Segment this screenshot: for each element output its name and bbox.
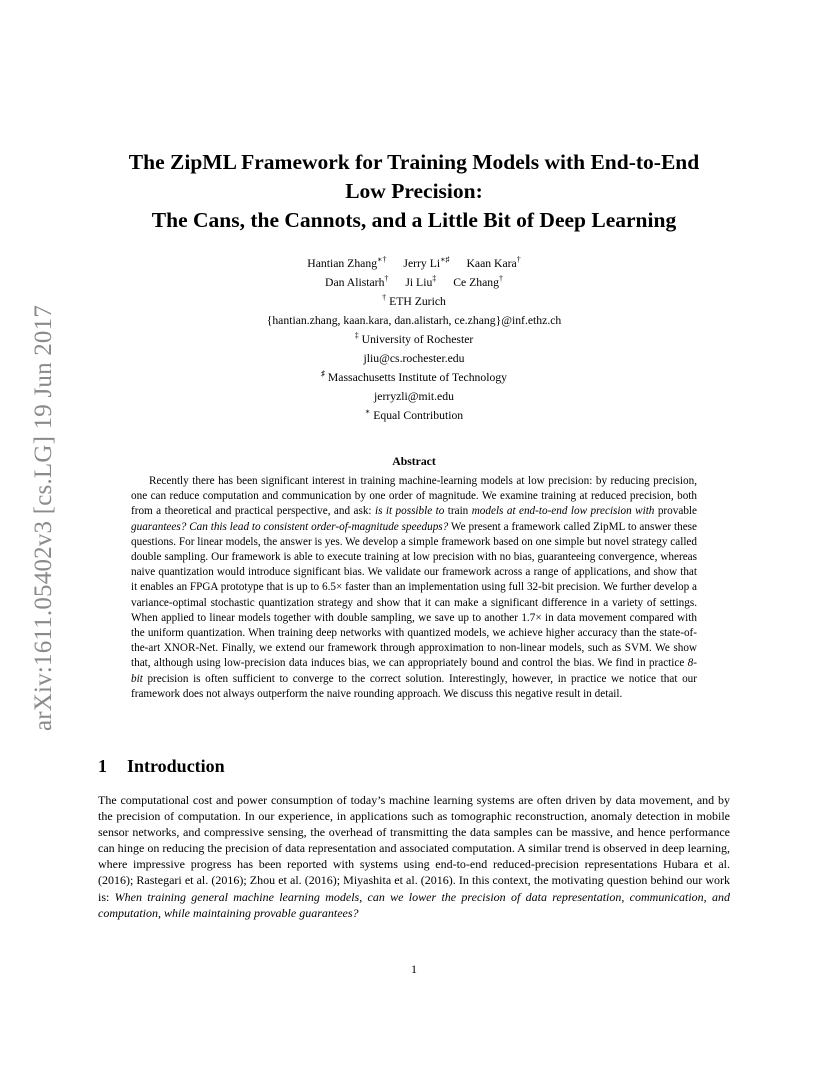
affiliation-mark: ∗	[364, 407, 371, 416]
affiliation-name: University of Rochester	[361, 333, 474, 346]
intro-paragraph	[98, 792, 730, 921]
section-title: Introduction	[127, 756, 225, 776]
abstract-text: provable	[654, 505, 697, 518]
author-name: Hantian Zhang	[307, 257, 378, 270]
title-line-1: The ZipML Framework for Training Models with End-to-End	[128, 150, 700, 174]
intro-emphasis: When training general machine learning models, can we lower the precision of data representation, communication, and computation, while maintaining provable guarantees?	[98, 889, 730, 920]
equal-contribution-text: Equal Contribution	[373, 409, 464, 422]
paper-title	[98, 148, 730, 235]
author-name: Dan Alistarh	[325, 276, 385, 289]
abstract-text: precision is often sufficient to converge to the correct solution. Interestingly, however, in practice we notice that our framework does not always outperform the naive rounding approach. We discuss this negative result in detail.	[131, 672, 697, 700]
email-eth: {hantian.zhang, kaan.kara, dan.alistarh, ce.zhang}@inf.ethz.ch	[266, 314, 562, 327]
affiliation-mark: ‡	[354, 331, 359, 340]
section-number: 1	[98, 756, 107, 776]
section-heading	[98, 756, 225, 777]
author-name: Ce Zhang	[453, 276, 499, 289]
equal-contribution-note	[98, 406, 730, 425]
title-line-2: Low Precision:	[345, 179, 483, 203]
affiliation-mark: ♯	[320, 369, 325, 378]
affiliation-name: ETH Zurich	[389, 295, 446, 308]
abstract-emphasis: guarantees? Can this lead to consistent order-of-magnitude speedups?	[131, 520, 449, 533]
author-mark: ∗†	[377, 255, 387, 264]
abstract-text: Recently there has been significant interest in training machine-learning models at low precision: by reducing precision, one can reduce computation and communication by one order of magnitude. We examine training at reduced precision, both from a theoretical and practical perspective, and ask:	[131, 475, 697, 518]
abstract-text: train	[444, 505, 472, 518]
abstract-text: We present a framework called ZipML to answer these questions. For linear models, the answer is yes. We develop a simple framework based on one simple but novel strategy called double sampling. Our framework is able to execute training at low precision with no bias, guaranteeing convergence, whereas naive quantization would introduce significant bias. We validate our framework across a range of applications, and show that it enables an FPGA prototype that is up to 6.5× faster than an implementation using full 32-bit precision. We further develop a variance-optimal stochastic quantization strategy and show that it can make a significant difference in a variety of settings. When applied to linear models together with double sampling, we save up to another 1.7× in data movement compared with the uniform quantization. When training deep networks with quantized models, we achieve higher accuracy than the state-of-the-art XNOR-Net. Finally, we extend our framework through approximation to non-linear models, such as SVM. We show that, although using low-precision data induces bias, we can appropriately bound and control the bias. We find in practice	[131, 520, 697, 670]
email-mit: jerryzli@mit.edu	[374, 390, 454, 403]
author-row-1	[98, 254, 730, 273]
affiliation-name: Massachusetts Institute of Technology	[327, 371, 508, 384]
affiliation-mark: †	[382, 293, 387, 302]
abstract-body	[131, 474, 697, 702]
abstract-heading: Abstract	[392, 455, 436, 468]
title-line-3: The Cans, the Cannots, and a Little Bit of Deep Learning	[151, 208, 677, 232]
author-mark: †	[384, 274, 389, 283]
affiliation-eth	[98, 292, 730, 311]
author-name: Jerry Li	[403, 257, 441, 270]
intro-text: The computational cost and power consumption of today’s machine learning systems are often driven by data movement, and by the precision of computation. In our experience, in applications such as tomographic reconstruction, anomaly detection in mobile sensor networks, and compressive sensing, the overhead of transmitting the data samples can be massive, and hence performance can hinge on reducing the precision of data representation and associated computation. A similar trend is observed in deep learning, where impressive progress has been reported with systems using end-to-end reduced-precision representations Hubara et al. (2016); Rastegari et al. (2016); Zhou et al. (2016); Miyashita et al. (2016). In this context, the motivating question behind our work is:	[98, 793, 730, 904]
abstract-emphasis: 8-bit	[131, 657, 697, 685]
affiliation-mit	[98, 368, 730, 387]
author-name: Ji Liu	[405, 276, 433, 289]
author-mark: ∗♯	[440, 255, 450, 264]
page-number: 1	[411, 962, 417, 976]
arxiv-id-text: arXiv:1611.05402v3 [cs.LG] 19 Jun 2017	[30, 304, 57, 732]
affiliation-rochester	[98, 330, 730, 349]
email-rochester: jliu@cs.rochester.edu	[363, 352, 465, 365]
author-name: Kaan Kara	[466, 257, 517, 270]
author-mark: †	[498, 274, 503, 283]
author-mark: †	[516, 255, 521, 264]
abstract-emphasis: is it possible to	[374, 505, 445, 518]
author-row-2	[98, 273, 730, 292]
author-mark: ‡	[432, 274, 437, 283]
author-block	[98, 254, 730, 425]
abstract-emphasis: models at end-to-end low precision with	[471, 505, 655, 518]
